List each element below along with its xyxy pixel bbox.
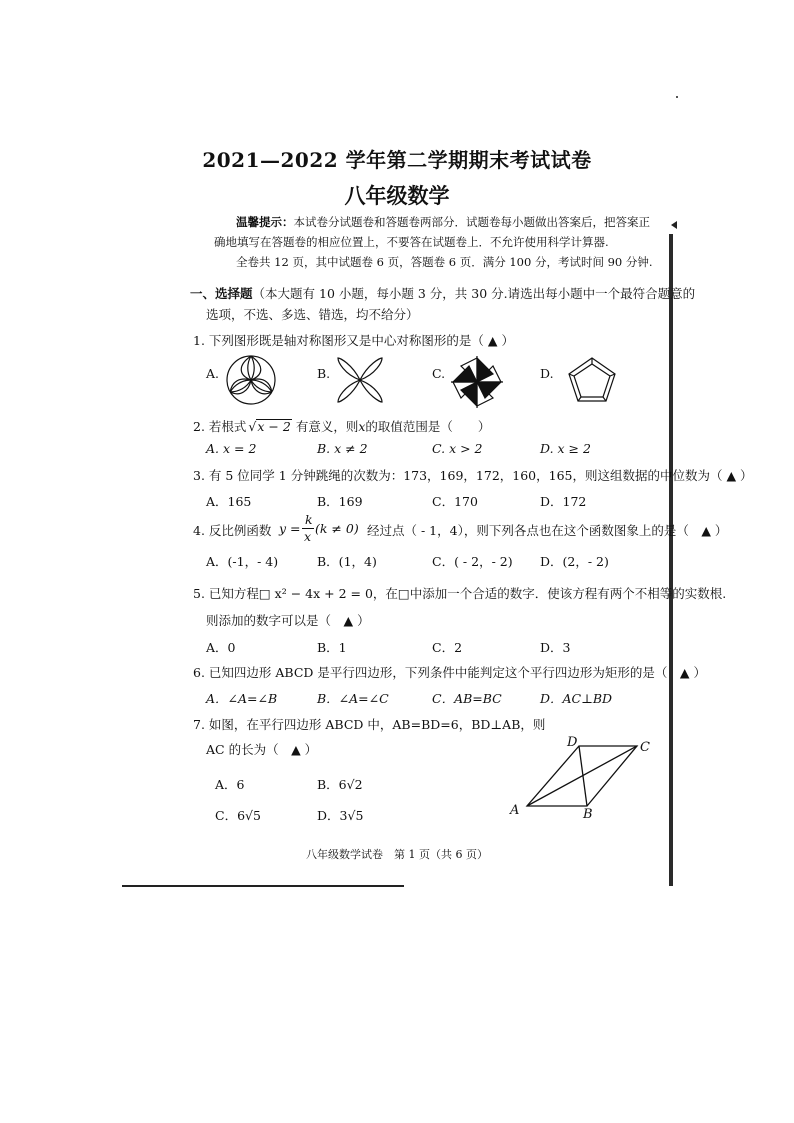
q3-option-c: C．170 <box>432 494 478 509</box>
q3-stem: 3. 有 5 位同学 1 分钟跳绳的次数为：173，169，172，160，165，则这组数据的中位数为（ ▲ ） <box>193 468 753 483</box>
q1-label-b: B. <box>317 366 331 381</box>
parallelogram-figure <box>505 732 655 822</box>
tip-line-3: 全卷共 12 页，其中试题卷 6 页，答题卷 6 页．满分 100 分，考试时间 90 分钟. <box>236 255 653 269</box>
q2-radical: √x − 2 <box>248 419 291 434</box>
q1-label-d: D. <box>540 366 554 381</box>
q6-option-d: D．AC⊥BD <box>540 691 613 706</box>
q2-stem <box>193 417 490 435</box>
q4-denominator: x <box>304 529 312 544</box>
tip-line-2: 确地填写在答题卷的相应位置上，不要答在试题卷上．不允许使用科学计算器. <box>214 235 609 249</box>
q4-condition: (k ≠ 0) <box>315 521 359 536</box>
q6-stem: 6. 已知四边形 ABCD 是平行四边形，下列条件中能判定这个平行四边形为矩形的是（ ▲ ） <box>193 665 706 680</box>
tip-label: 温馨提示： <box>236 215 294 229</box>
q7-stem-b: AC 的长为（ ▲ ） <box>206 742 318 757</box>
scan-speck <box>676 96 678 98</box>
q1-label-a: A. <box>206 366 220 381</box>
four-petal-figure <box>334 354 386 406</box>
point-c-label: C <box>640 740 650 755</box>
point-b-label: B <box>583 807 593 822</box>
section-desc-1: （本大题有 10 小题，每小题 3 分，共 30 分.请选出每小题中一个最符合题意的 <box>252 286 696 301</box>
q4-option-b: B．(1，4) <box>317 554 377 569</box>
three-circle-arcs-figure <box>224 353 278 407</box>
q7-option-a: A．6 <box>215 777 245 792</box>
pinwheel-figure <box>449 354 505 410</box>
q1-stem: 1. 下列图形既是轴对称图形又是中心对称图形的是（ ▲ ） <box>193 333 514 348</box>
q7-stem-a: 7. 如图，在平行四边形 ABCD 中，AB=BD=6，BD⊥AB，则 <box>193 717 546 732</box>
q4-option-c: C．( - 2，- 2) <box>432 554 513 569</box>
q5-stem-a: 5. 已知方程□ x² − 4x + 2 = 0，在□中添加一个合适的数字．使该方程有两个不相等的实数根. <box>193 586 727 601</box>
q6-option-b: B．∠A=∠C <box>317 691 389 706</box>
q6-option-c: C．AB=BC <box>432 691 502 706</box>
q4-stem-b: 经过点（ - 1，4），则下列各点也在这个函数图象上的是（ ▲ ） <box>367 523 728 538</box>
q1-label-c: C. <box>432 366 446 381</box>
tip-line-1 <box>236 214 650 230</box>
q6-option-a: A．∠A=∠B <box>206 691 278 706</box>
q5-option-a: A．0 <box>206 640 236 655</box>
q4-option-d: D．(2，- 2) <box>540 554 609 569</box>
q4-option-a: A．(-1，- 4) <box>206 554 279 569</box>
page-right-edge <box>669 234 673 886</box>
diagonal-bd <box>579 746 587 806</box>
q3-option-a: A．165 <box>206 494 252 509</box>
point-d-label: D <box>567 735 578 750</box>
q2-option-c: C. x > 2 <box>432 441 483 456</box>
q2-option-a: A. x = 2 <box>206 441 257 456</box>
nested-pentagon-figure <box>566 355 618 405</box>
exam-subject: 八年级数学 <box>344 183 450 208</box>
q7-option-c: C．6√5 <box>215 808 261 823</box>
exam-title: 2021—2022 学年第二学期期末考试试卷 <box>202 148 592 172</box>
q4-stem-a: 4. 反比例函数 <box>193 523 272 538</box>
page-edge-marker <box>671 221 677 229</box>
q3-option-b: B．169 <box>317 494 363 509</box>
q7-option-d: D．3√5 <box>317 808 364 823</box>
point-a-label: A <box>510 803 520 818</box>
q2-stem-c: 的取值范围是（ ） <box>365 419 491 434</box>
section-heading: 一、选择题 <box>190 286 253 301</box>
bottom-rule <box>122 885 404 887</box>
q3-option-d: D．172 <box>540 494 587 509</box>
q5-option-d: D．3 <box>540 640 571 655</box>
q2-option-d: D. x ≥ 2 <box>540 441 591 456</box>
q2-var: x <box>358 419 366 434</box>
q4-fn-lhs: y = <box>279 521 301 536</box>
section-desc-2: 选项，不选、多选、错选，均不给分） <box>206 307 419 322</box>
q2-radicand: x − 2 <box>257 419 291 434</box>
q5-option-b: B．1 <box>317 640 347 655</box>
q7-option-b: B．6√2 <box>317 777 363 792</box>
q2-option-b: B. x ≠ 2 <box>317 441 368 456</box>
q2-stem-b: 有意义，则 <box>295 419 359 434</box>
section-1-line-1 <box>190 284 695 302</box>
tip-text-1: 本试卷分试题卷和答题卷两部分．试题卷每小题做出答案后，把答案正 <box>293 215 650 229</box>
q5-option-c: C．2 <box>432 640 463 655</box>
q2-stem-a: 2. 若根式 <box>193 419 247 434</box>
page-footer: 八年级数学试卷 第 1 页（共 6 页） <box>306 848 488 861</box>
q5-stem-b: 则添加的数字可以是（ ▲ ） <box>206 613 370 628</box>
q4-numerator: k <box>305 512 313 527</box>
diagonal-ac <box>527 746 637 806</box>
